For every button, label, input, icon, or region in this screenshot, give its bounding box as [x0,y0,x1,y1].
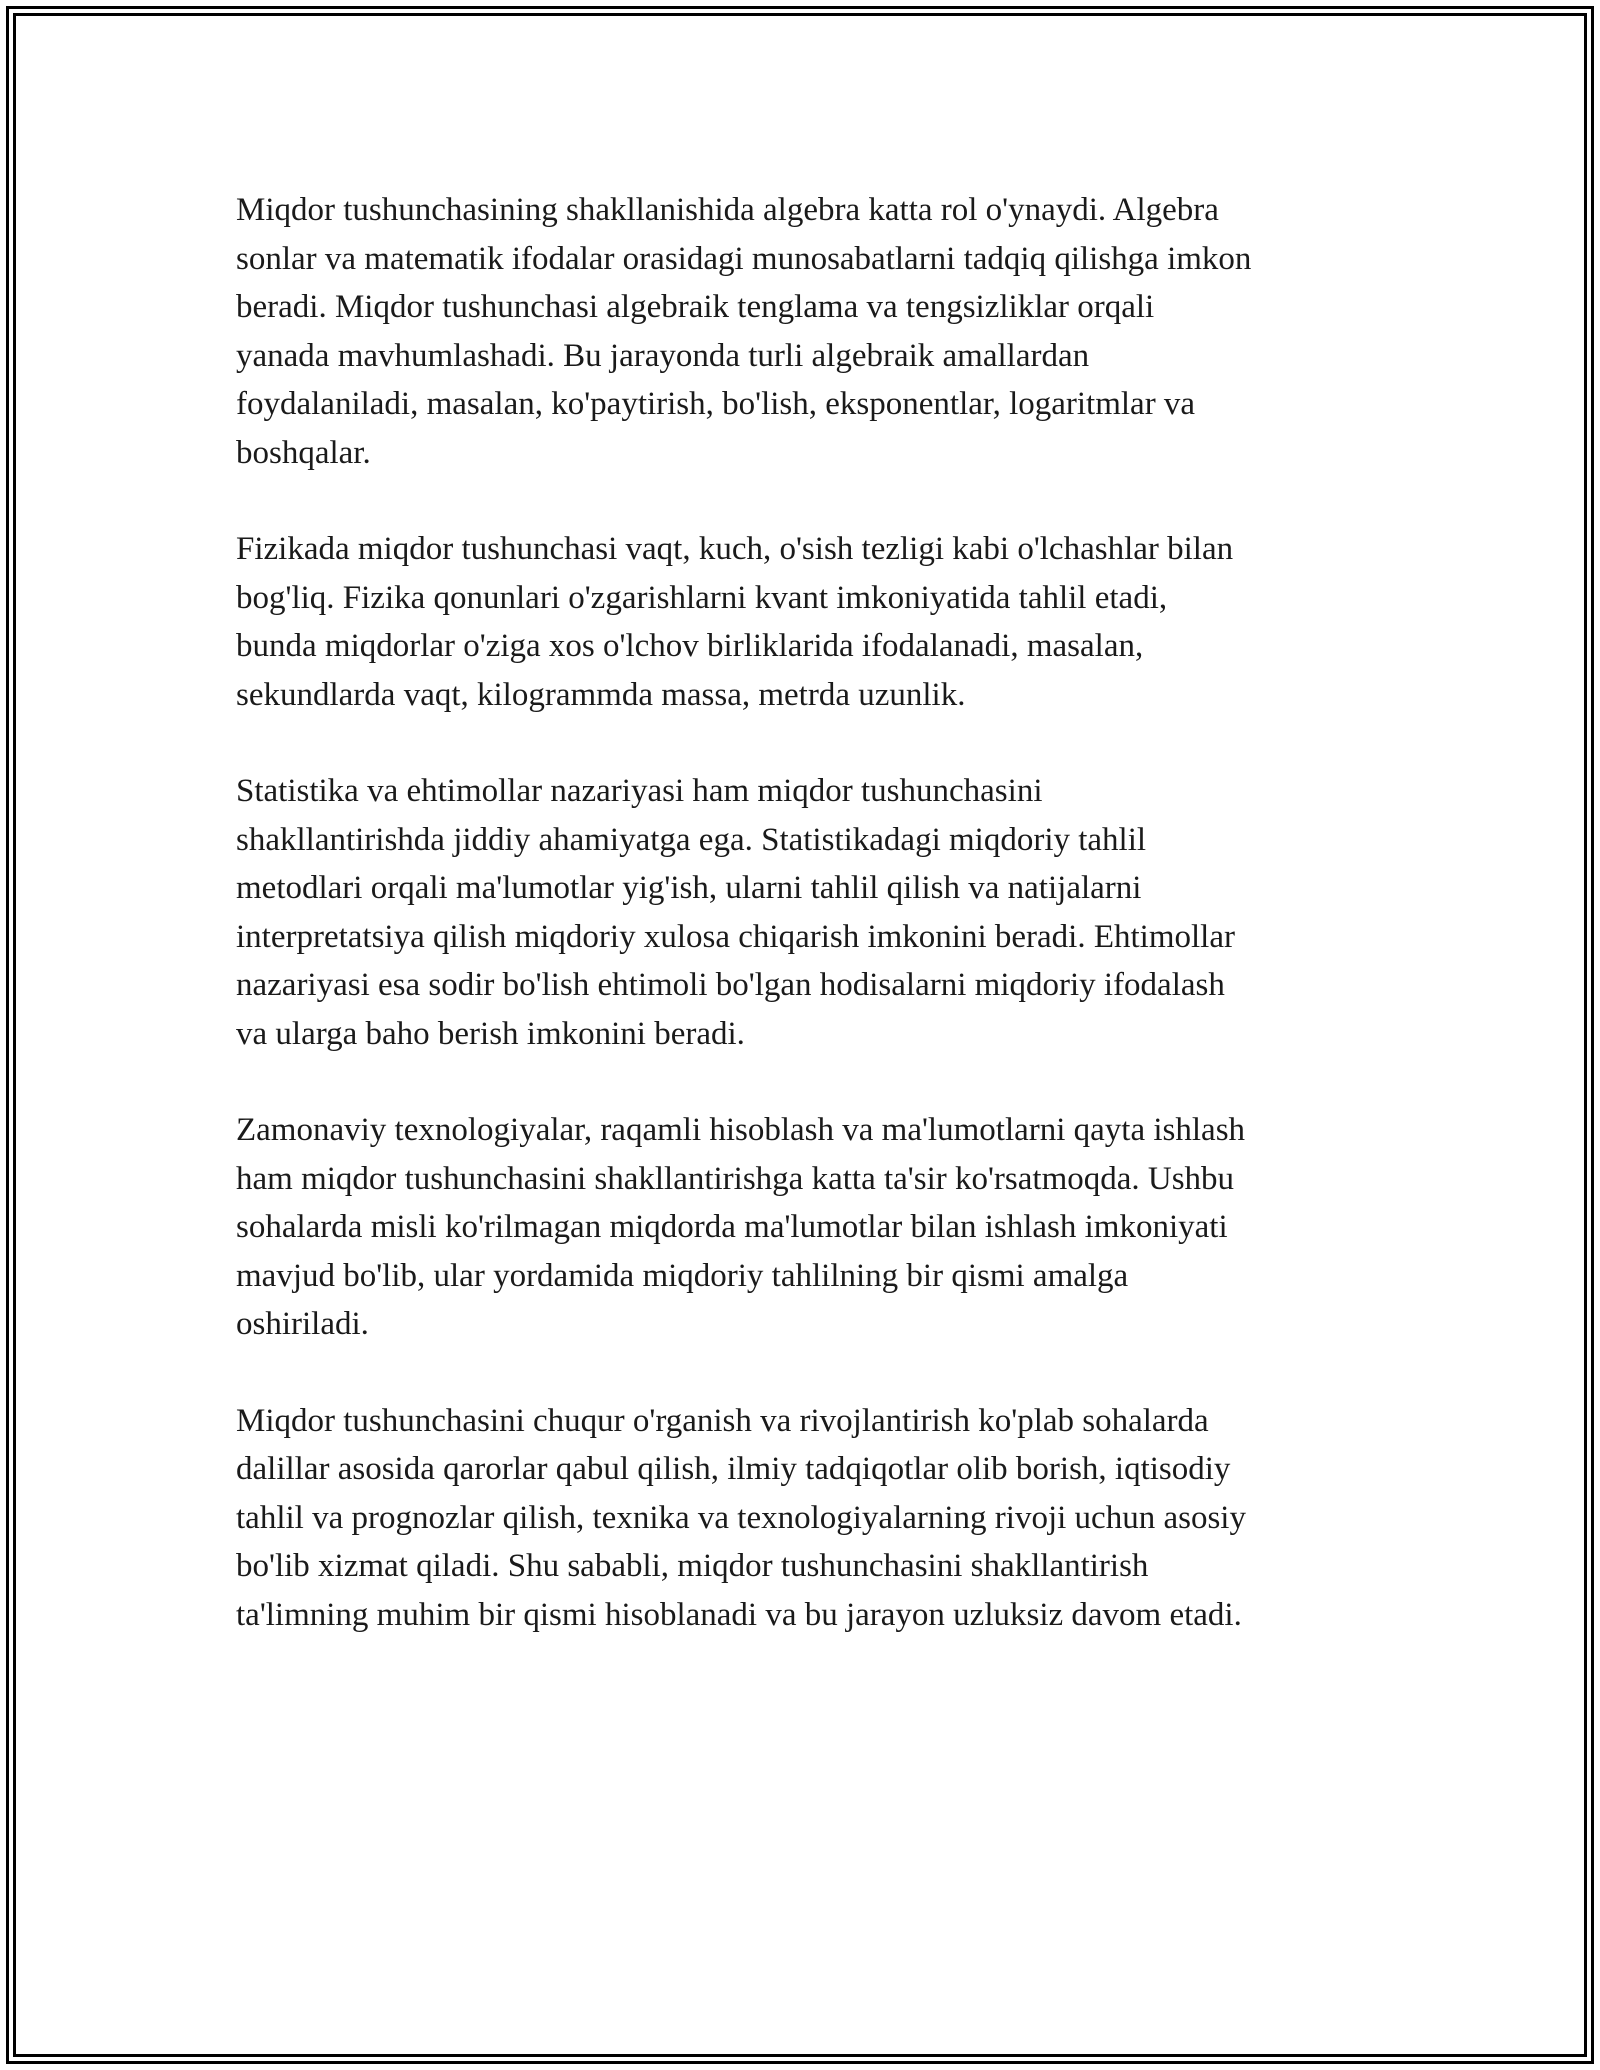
paragraph-algebra [236,186,1376,477]
paragraph-technology [236,1106,1376,1349]
text-line: va ularga baho berish imkonini beradi. [236,1015,745,1052]
text-line: mavjud bo'lib, ular yordamida miqdoriy tahlilning bir qismi amalga [236,1257,1129,1294]
paragraph-physics [236,525,1376,719]
text-line: yanada mavhumlashadi. Bu jarayonda turli algebraik amallardan [236,337,1090,374]
text-line: bunda miqdorlar o'ziga xos o'lchov birliklarida ifodalanadi, masalan, [236,628,1144,664]
text-line: ham miqdor tushunchasini shakllantirishga katta ta'sir ko'rsatmoqda. Ushbu [236,1160,1235,1197]
text-line: beradi. Miqdor tushunchasi algebraik tenglama va tengsizliklar orqali [236,289,1155,325]
text-line: sohalarda misli ko'rilmagan miqdorda ma'lumotlar bilan ishlash imkoniyati [236,1209,1228,1245]
text-line: sekundlarda vaqt, kilogrammda massa, metrda uzunlik. [236,676,966,713]
document-body [236,186,1376,1687]
text-line: Fizikada miqdor tushunchasi vaqt, kuch, o'sish tezligi kabi o'lchashlar bilan [236,531,1234,567]
paragraph-conclusion [236,1397,1376,1640]
text-line: nazariyasi esa sodir bo'lish ehtimoli bo'lgan hodisalarni miqdoriy ifodalash [236,967,1225,1003]
text-line: interpretatsiya qilish miqdoriy xulosa chiqarish imkonini beradi. Ehtimollar [236,918,1235,955]
text-line: foydalaniladi, masalan, ko'paytirish, bo'lish, eksponentlar, logaritmlar va [236,386,1196,422]
paragraph-statistics [236,767,1376,1058]
text-line: bo'lib xizmat qiladi. Shu sababli, miqdor tushunchasini shakllantirish [236,1548,1149,1584]
text-line: oshiriladi. [236,1306,369,1342]
text-line: ta'limning muhim bir qismi hisoblanadi va bu jarayon uzluksiz davom etadi. [236,1596,1242,1633]
text-line: metodlari orqali ma'lumotlar yig'ish, ularni tahlil qilish va natijalarni [236,870,1142,906]
text-line: boshqalar. [236,434,371,471]
text-line: Miqdor tushunchasini chuqur o'rganish va rivojlantirish ko'plab sohalarda [236,1402,1209,1439]
text-line: dalillar asosida qarorlar qabul qilish, ilmiy tadqiqotlar olib borish, iqtisodiy [236,1451,1231,1487]
text-line: Statistika va ehtimollar nazariyasi ham miqdor tushunchasini [236,773,1043,809]
text-line: tahlil va prognozlar qilish, texnika va texnologiyalarning rivoji uchun asosiy [236,1499,1246,1536]
text-line: Miqdor tushunchasining shakllanishida algebra katta rol o'ynaydi. Algebra [236,192,1219,228]
text-line: bog'liq. Fizika qonunlari o'zgarishlarni kvant imkoniyatida tahlil etadi, [236,579,1168,616]
text-line: Zamonaviy texnologiyalar, raqamli hisoblash va ma'lumotlarni qayta ishlash [236,1112,1246,1148]
text-line: sonlar va matematik ifodalar orasidagi munosabatlarni tadqiq qilishga imkon [236,240,1252,277]
text-line: shakllantirishda jiddiy ahamiyatga ega. Statistikadagi miqdoriy tahlil [236,821,1147,858]
